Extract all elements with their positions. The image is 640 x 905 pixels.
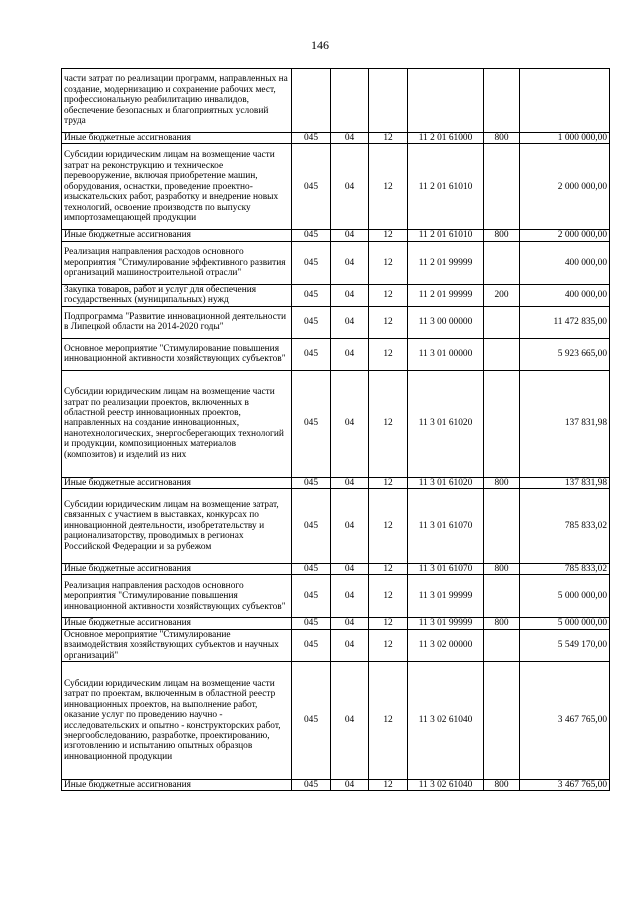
target-article-cell: 11 3 01 61020	[408, 370, 484, 477]
amount-cell: 785 833,02	[520, 564, 610, 575]
table-row	[62, 618, 610, 629]
target-article-cell: 11 3 01 99999	[408, 618, 484, 629]
amount-cell: 137 831,98	[520, 370, 610, 477]
row-description: Основное мероприятие "Стимулирование повышения инновационной активности хозяйствующих субъектов"	[62, 338, 292, 370]
amount-cell: 5 923 665,00	[520, 338, 610, 370]
target-article-cell: 11 3 02 61040	[408, 662, 484, 780]
target-article-cell: 11 3 01 61070	[408, 489, 484, 564]
expense-type-cell: 800	[484, 477, 520, 488]
row-description: Реализация направления расходов основного мероприятия "Стимулирование эффективного развития организаций машиностроительной отрасли"	[62, 241, 292, 284]
target-article-cell: 11 2 01 99999	[408, 284, 484, 306]
expense-type-cell	[484, 370, 520, 477]
row-description: Иные бюджетные ассигнования	[62, 618, 292, 629]
amount-cell: 2 000 000,00	[520, 230, 610, 241]
target-article-cell: 11 3 00 00000	[408, 306, 484, 338]
ministry-code-cell: 045	[292, 241, 331, 284]
table-row	[62, 662, 610, 780]
ministry-code-cell: 045	[292, 144, 331, 230]
section-code-cell: 04	[331, 629, 369, 661]
subsection-code-cell: 12	[369, 133, 408, 144]
section-code-cell: 04	[331, 230, 369, 241]
expense-type-cell	[484, 69, 520, 133]
expense-type-cell	[484, 489, 520, 564]
table-row	[62, 564, 610, 575]
subsection-code-cell: 12	[369, 477, 408, 488]
target-article-cell	[408, 69, 484, 133]
table-row	[62, 306, 610, 338]
expense-type-cell	[484, 144, 520, 230]
section-code-cell: 04	[331, 284, 369, 306]
section-code-cell: 04	[331, 133, 369, 144]
subsection-code-cell: 12	[369, 662, 408, 780]
target-article-cell: 11 3 01 61070	[408, 564, 484, 575]
subsection-code-cell: 12	[369, 230, 408, 241]
table-row	[62, 780, 610, 791]
ministry-code-cell: 045	[292, 370, 331, 477]
section-code-cell: 04	[331, 564, 369, 575]
ministry-code-cell: 045	[292, 780, 331, 791]
section-code-cell: 04	[331, 489, 369, 564]
target-article-cell: 11 2 01 61010	[408, 144, 484, 230]
ministry-code-cell: 045	[292, 629, 331, 661]
subsection-code-cell: 12	[369, 370, 408, 477]
amount-cell: 3 467 765,00	[520, 780, 610, 791]
row-description: Иные бюджетные ассигнования	[62, 230, 292, 241]
row-description: Иные бюджетные ассигнования	[62, 133, 292, 144]
ministry-code-cell: 045	[292, 575, 331, 618]
expense-type-cell	[484, 662, 520, 780]
ministry-code-cell: 045	[292, 489, 331, 564]
amount-cell: 5 000 000,00	[520, 618, 610, 629]
target-article-cell: 11 3 01 61020	[408, 477, 484, 488]
amount-cell: 400 000,00	[520, 241, 610, 284]
expense-type-cell	[484, 629, 520, 661]
section-code-cell: 04	[331, 241, 369, 284]
section-code-cell: 04	[331, 306, 369, 338]
section-code-cell	[331, 69, 369, 133]
amount-cell: 2 000 000,00	[520, 144, 610, 230]
subsection-code-cell: 12	[369, 241, 408, 284]
row-description: Реализация направления расходов основного мероприятия "Стимулирование повышения инновационной активности хозяйствующих субъектов"	[62, 575, 292, 618]
row-description: части затрат по реализации программ, направленных на создание, модернизацию и сохранение рабочих мест, профессиональную реабилитацию инвалидов, обеспечение безопасных и благоприятных условий труда	[62, 69, 292, 133]
table-row	[62, 575, 610, 618]
target-article-cell: 11 2 01 99999	[408, 241, 484, 284]
ministry-code-cell: 045	[292, 133, 331, 144]
ministry-code-cell: 045	[292, 338, 331, 370]
section-code-cell: 04	[331, 780, 369, 791]
ministry-code-cell: 045	[292, 564, 331, 575]
ministry-code-cell: 045	[292, 618, 331, 629]
ministry-code-cell: 045	[292, 230, 331, 241]
amount-cell: 785 833,02	[520, 489, 610, 564]
row-description: Закупка товаров, работ и услуг для обеспечения государственных (муниципальных) нужд	[62, 284, 292, 306]
table-row	[62, 489, 610, 564]
section-code-cell: 04	[331, 477, 369, 488]
expense-type-cell	[484, 575, 520, 618]
table-row	[62, 284, 610, 306]
budget-table	[61, 68, 610, 791]
subsection-code-cell: 12	[369, 144, 408, 230]
section-code-cell: 04	[331, 662, 369, 780]
section-code-cell: 04	[331, 575, 369, 618]
subsection-code-cell	[369, 69, 408, 133]
section-code-cell: 04	[331, 370, 369, 477]
table-row	[62, 477, 610, 488]
row-description: Субсидии юридическим лицам на возмещение части затрат по реализации проектов, включенных в областной реестр инновационных проектов, направленных на создание инновационных, нанотехнологических, энергосберегающих технологий и продукции, композиционных материалов (композитов) и изделий из них	[62, 370, 292, 477]
subsection-code-cell: 12	[369, 629, 408, 661]
row-description: Субсидии юридическим лицам на возмещение затрат, связанных с участием в выставках, конкурсах по инновационной деятельности, изобретательству и рационализаторству, проводимых в регионах Российской Федерации и за рубежом	[62, 489, 292, 564]
row-description: Иные бюджетные ассигнования	[62, 564, 292, 575]
target-article-cell: 11 3 01 00000	[408, 338, 484, 370]
amount-cell: 5 000 000,00	[520, 575, 610, 618]
amount-cell: 137 831,98	[520, 477, 610, 488]
expense-type-cell: 800	[484, 780, 520, 791]
row-description: Субсидии юридическим лицам на возмещение части затрат на реконструкцию и техническое перевооружение, включая приобретение машин, оборудования, оснастки, проведение проектно-изыскательских работ, разработку и внедрение новых технологий, освоение производств по выпуску импортозамещающей продукции	[62, 144, 292, 230]
subsection-code-cell: 12	[369, 564, 408, 575]
amount-cell: 5 549 170,00	[520, 629, 610, 661]
ministry-code-cell: 045	[292, 477, 331, 488]
subsection-code-cell: 12	[369, 489, 408, 564]
page-number: 146	[311, 38, 329, 52]
expense-type-cell	[484, 241, 520, 284]
expense-type-cell	[484, 306, 520, 338]
target-article-cell: 11 3 02 61040	[408, 780, 484, 791]
section-code-cell: 04	[331, 144, 369, 230]
table-row	[62, 241, 610, 284]
table-row	[62, 338, 610, 370]
amount-cell: 400 000,00	[520, 284, 610, 306]
ministry-code-cell: 045	[292, 662, 331, 780]
ministry-code-cell	[292, 69, 331, 133]
amount-cell: 11 472 835,00	[520, 306, 610, 338]
row-description: Иные бюджетные ассигнования	[62, 477, 292, 488]
subsection-code-cell: 12	[369, 284, 408, 306]
subsection-code-cell: 12	[369, 306, 408, 338]
subsection-code-cell: 12	[369, 575, 408, 618]
row-description: Основное мероприятие "Стимулирование взаимодействия хозяйствующих субъектов и научных организаций"	[62, 629, 292, 661]
row-description: Иные бюджетные ассигнования	[62, 780, 292, 791]
expense-type-cell: 800	[484, 618, 520, 629]
table-row	[62, 370, 610, 477]
amount-cell: 3 467 765,00	[520, 662, 610, 780]
ministry-code-cell: 045	[292, 306, 331, 338]
amount-cell	[520, 69, 610, 133]
table-row	[62, 69, 610, 133]
row-description: Субсидии юридическим лицам на возмещение части затрат по проектам, включенным в областной реестр инновационных проектов, на выполнение работ, оказание услуг по проведению научно - исследовательских и опытно - конструкторских работ, энергообследованию, разработке, проектированию, изготовлению и испытанию опытных образцов инновационной продукции	[62, 662, 292, 780]
row-description: Подпрограмма "Развитие инновационной деятельности в Липецкой области на 2014-2020 годы"	[62, 306, 292, 338]
target-article-cell: 11 3 01 99999	[408, 575, 484, 618]
table-row	[62, 144, 610, 230]
target-article-cell: 11 2 01 61000	[408, 133, 484, 144]
amount-cell: 1 000 000,00	[520, 133, 610, 144]
expense-type-cell	[484, 338, 520, 370]
target-article-cell: 11 3 02 00000	[408, 629, 484, 661]
expense-type-cell: 800	[484, 133, 520, 144]
expense-type-cell: 800	[484, 564, 520, 575]
subsection-code-cell: 12	[369, 780, 408, 791]
subsection-code-cell: 12	[369, 618, 408, 629]
table-row	[62, 133, 610, 144]
ministry-code-cell: 045	[292, 284, 331, 306]
section-code-cell: 04	[331, 618, 369, 629]
table-row	[62, 230, 610, 241]
expense-type-cell: 200	[484, 284, 520, 306]
target-article-cell: 11 2 01 61010	[408, 230, 484, 241]
section-code-cell: 04	[331, 338, 369, 370]
table-row	[62, 629, 610, 661]
expense-type-cell: 800	[484, 230, 520, 241]
subsection-code-cell: 12	[369, 338, 408, 370]
